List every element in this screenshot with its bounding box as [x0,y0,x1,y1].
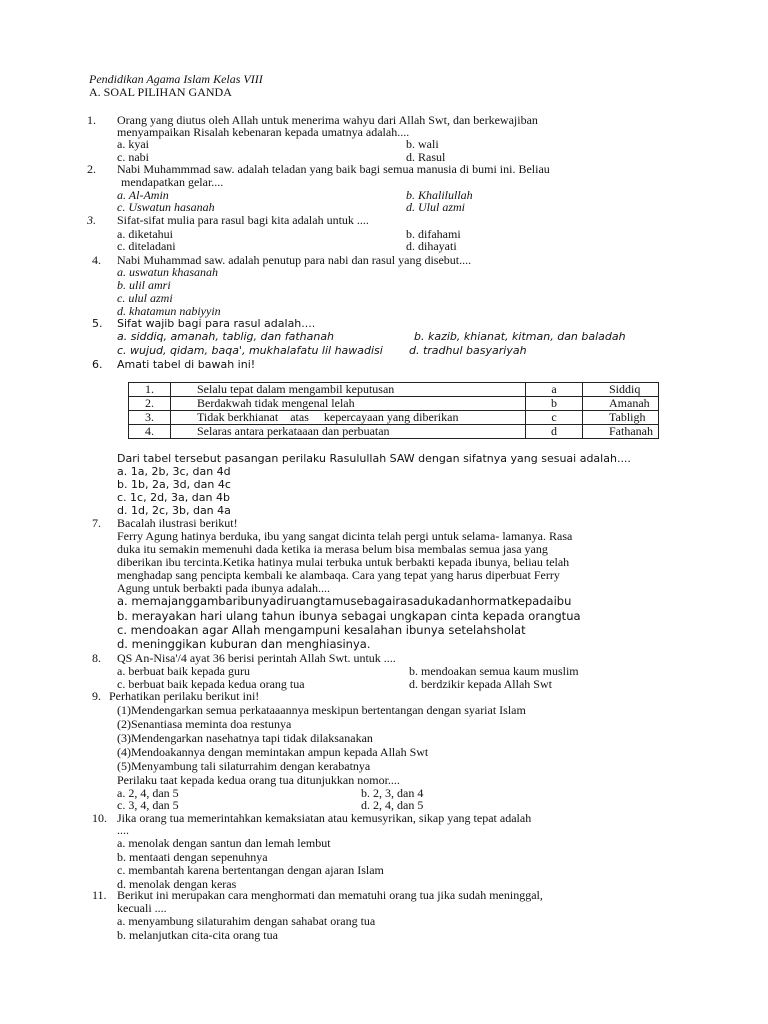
section-title: A. SOAL PILIHAN GANDA [89,85,232,99]
q1-number: 1. [87,113,96,127]
q4-option-c: c. ulul azmi [117,291,173,305]
q7-paragraph-4: menghadap sang pencipta kembali ke alambaqa. Cara yang tepat yang harus diperbuat Ferry [117,568,560,582]
q2-option-c: c. Uswatun hasanah [117,200,215,214]
q1-option-a: a. kyai [117,137,149,151]
q5-option-d: d. tradhul basyariyah [409,344,527,357]
table-cell-trait: Amanah [583,397,659,411]
table-cell-trait: Tabligh [583,411,659,425]
q6-option-c: c. 1c, 2d, 3a, dan 4b [117,491,230,504]
q2-option-b: b. Khalilullah [406,188,473,202]
q2-text-2: mendapatkan gelar.... [121,175,224,189]
q10-option-c: c. membantah karena bertentangan dengan ajaran Islam [117,863,384,877]
q5-text-1: Sifat wajib bagi para rasul adalah.... [117,317,316,330]
q10-text-2: .... [117,823,129,837]
q1-text-2: menyampaikan Risalah kebenaran kepada umatnya adalah.... [117,125,410,139]
q7-text-1: Bacalah ilustrasi berikut! [117,516,238,530]
q10-option-a: a. menolak dengan santun dan lemah lembut [117,836,331,850]
q2-text-1: Nabi Muhammmad saw. adalah teladan yang baik bagi semua manusia di bumi ini. Beliau [117,162,550,176]
q11-text-2: kecuali .... [117,901,167,915]
table-cell-behavior: Selalu tepat dalam mengambil keputusan [171,383,526,397]
q5-option-c: c. wujud, qidam, baqa', mukhalafatu lil hawadisi [117,344,383,357]
table-cell-trait: Siddiq [583,383,659,397]
q6-option-b: b. 1b, 2a, 3d, dan 4c [117,478,231,491]
q10-text-1: Jika orang tua memerintahkan kemaksiatan atau kemusyrikan, sikap yang tepat adalah [117,811,532,825]
q7-paragraph-2: duka itu semakin memenuhi dada ketika ia merasa belum bisa membalas semua jasa yang [117,542,548,556]
table-row [129,397,659,411]
table-cell-letter: a [526,383,583,397]
q3-option-b: b. difahami [406,227,461,241]
q7-option-d: d. meninggikan kuburan dan menghiasinya. [117,637,371,651]
q9-item-3: (3)Mendengarkan nasehatnya tapi tidak dilaksanakan [117,731,373,745]
q11-number: 11. [92,888,107,902]
q3-number: 3. [87,213,96,227]
q4-option-a: a. uswatun khasanah [117,265,219,279]
q1-option-b: b. wali [406,137,439,151]
q6-option-a: a. 1a, 2b, 3c, dan 4d [117,465,231,478]
q11-option-a: a. menyambung silaturahim dengan sahabat orang tua [117,914,376,928]
q1-option-d: d. Rasul [406,150,446,164]
q7-option-c: c. mendoakan agar Allah mengampuni kesalahan ibunya setelahsholat [117,623,526,637]
q1-text-1: Orang yang diutus oleh Allah untuk menerima wahyu dari Allah Swt, dan berkewajiban [117,113,538,127]
q1-option-c: c. nabi [117,150,149,164]
table-cell-behavior: Tidak berkhianat atas kepercayaan yang diberikan [171,411,526,425]
q7-paragraph-3: diberikan ibu tercinta.Ketika hatinya mulai terbuka untuk berbakti kepada ibunya, beliau telah [117,555,570,569]
table-cell-trait: Fathanah [583,425,659,439]
q7-option-a: a. memajanggambaribunyadiruangtamusebagairasadukadanhormatkepadaibu [117,594,572,608]
q5-number: 5. [92,317,103,330]
q3-option-d: d. dihayati [406,239,457,253]
q8-option-c: c. berbuat baik kepada kedua orang tua [117,677,305,691]
q6-option-d: d. 1d, 2c, 3b, dan 4a [117,504,231,517]
subject-title: Pendidikan Agama Islam Kelas VIII [89,72,263,86]
q7-option-b: b. merayakan hari ulang tahun ibunya sebagai ungkapan cinta kepada orangtua [117,609,581,623]
q6-number: 6. [92,358,103,371]
q11-option-b: b. melanjutkan cita-cita orang tua [117,928,278,942]
q9-item-5: (5)Menyambung tali silaturrahim dengan kerabatnya [117,759,371,773]
q10-option-d: d. menolak dengan keras [117,877,237,891]
q6-text-2: Dari tabel tersebut pasangan perilaku Rasulullah SAW dengan sifatnya yang sesuai adalah.... [117,452,631,465]
table-cell-letter: c [526,411,583,425]
q9-option-d: d. 2, 4, dan 5 [361,798,424,812]
q8-text-1: QS An-Nisa'/4 ayat 36 berisi perintah Allah Swt. untuk .... [117,651,396,665]
table-cell-behavior: Selaras antara perkataaan dan perbuatan [171,425,526,439]
q3-option-c: c. diteladani [117,239,176,253]
q2-number: 2. [87,162,96,176]
q8-option-b: b. mendoakan semua kaum muslim [409,664,579,678]
table-cell-letter: b [526,397,583,411]
q8-option-d: d. berdzikir kepada Allah Swt [409,677,552,691]
q5-option-b: b. kazib, khianat, kitman, dan baladah [414,330,626,343]
table-cell-letter: d [526,425,583,439]
q8-option-a: a. berbuat baik kepada guru [117,664,250,678]
table-cell-number: 4. [129,425,171,439]
q7-number: 7. [92,516,101,530]
q9-option-b: b. 2, 3, dan 4 [361,786,424,800]
q8-number: 8. [92,651,101,665]
q9-item-1: (1)Mendengarkan semua perkataaannya meskipun bertentangan dengan syariat Islam [117,703,526,717]
q9-item-2: (2)Senantiasa meminta doa restunya [117,717,292,731]
q9-option-c: c. 3, 4, dan 5 [117,798,179,812]
q10-number: 10. [92,811,107,825]
trait-table [128,382,659,439]
table-cell-number: 1. [129,383,171,397]
q2-option-d: d. Ulul azmi [406,200,466,214]
q10-option-b: b. mentaati dengan sepenuhnya [117,850,268,864]
q4-number: 4. [92,253,101,267]
q4-text-1: Nabi Muhammad saw. adalah penutup para nabi dan rasul yang disebut.... [117,253,472,267]
table-row [129,425,659,439]
q9-text-2: Perilaku taat kepada kedua orang tua ditunjukkan nomor.... [117,773,400,787]
q7-paragraph-1: Ferry Agung hatinya berduka, ibu yang sangat dicinta telah pergi untuk selama- lamanya. Rasa [117,529,573,543]
q4-option-b: b. ulil amri [117,278,171,292]
q2-option-a: a. Al-Amin [117,188,169,202]
table-cell-behavior: Berdakwah tidak mengenal lelah [171,397,526,411]
table-row [129,383,659,397]
table-cell-number: 3. [129,411,171,425]
q4-option-d: d. khatamun nabiyyin [117,304,221,318]
q3-option-a: a. diketahui [117,227,173,241]
q9-item-4: (4)Mendoakannya dengan memintakan ampun kepada Allah Swt [117,745,429,759]
q9-number: 9. [92,689,101,703]
q3-text-1: Sifat-sifat mulia para rasul bagi kita adalah untuk .... [117,213,369,227]
table-row [129,411,659,425]
q7-paragraph-5: Agung untuk berbakti pada ibunya adalah.... [117,581,330,595]
q5-option-a: a. siddiq, amanah, tablig, dan fathanah [117,330,335,343]
q6-text-1: Amati tabel di bawah ini! [117,358,256,371]
q9-text-1: Perhatikan perilaku berikut ini! [109,689,260,703]
q9-option-a: a. 2, 4, dan 5 [117,786,179,800]
table-cell-number: 2. [129,397,171,411]
q11-text-1: Berikut ini merupakan cara menghormati dan mematuhi orang tua jika sudah meninggal, [117,888,543,902]
